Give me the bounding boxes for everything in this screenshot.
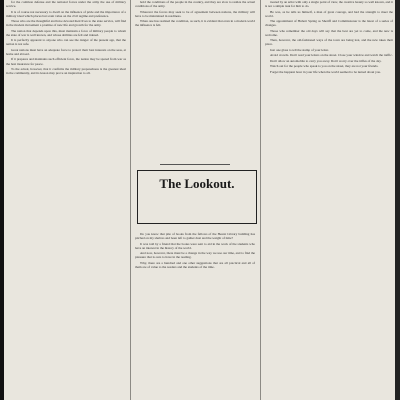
column-rule bbox=[260, 0, 261, 400]
column-1-paragraph: The nation that depends upon this, must maintain a force of military people to whom the state of war is well known, and whose abilities are felt and trained. bbox=[6, 28, 126, 37]
page-left-edge bbox=[0, 0, 4, 400]
column-1-paragraph: It is perfectly apparent to anyone who can see the danger of the present age, that the nation is not safe. bbox=[6, 38, 126, 47]
column-1-paragraph: It is of course not necessary to dwell on the influence of pride and the importance of a military ideal which places but scant value on the civil regime and preference. bbox=[6, 9, 126, 18]
column-2-paragraph: Do you know that pile of books from the fellows of the Hearst Library building has pitched on my shelves and been left to gather dust and the weight of time? bbox=[135, 232, 255, 241]
column-2-paragraph: Why, there are a hundred and one other suggestions that are all practical and all of them are of value to the readers and the students of the time. bbox=[135, 260, 255, 269]
column-rule bbox=[130, 0, 131, 400]
column-3-paragraph: The appointment of Hubert Spring as Sheriff and Commissioner is the latest of a series of changes. bbox=[265, 19, 393, 28]
column-3-paragraph: Then, however, the old-fashioned ways of the town are being lost, and the new takes their place. bbox=[265, 38, 393, 47]
column-2-bottom bbox=[135, 232, 255, 400]
column-2-top bbox=[135, 0, 255, 160]
column-3 bbox=[265, 0, 393, 400]
column-1-paragraph: To the actual, however, that it confirms the military preparedness is the greatest ideal in the community, and its lesson may prove an inspiration to all. bbox=[6, 67, 126, 76]
column-3-paragraph: Don't allow an automobile to carry you away. Don't worry over the trifles of the day. bbox=[270, 58, 382, 63]
page-right-edge bbox=[395, 0, 400, 400]
lookout-headline: The Lookout. bbox=[159, 176, 235, 191]
column-3-paragraph: Forget the happiest hour in your life when the world seemed to be turned about you. bbox=[270, 69, 381, 74]
column-2-paragraph: And now, however, there must be a change in the way we use our time, and to find the pleasure that is ours to have in the reading. bbox=[135, 251, 255, 260]
column-3-paragraph: Avoid crowds. Don't read your letters on the street. Close your window and watch the traffic. bbox=[270, 53, 393, 58]
column-1-paragraph: Those who are the thoughtful and have devoted their lives to the state service, will find in the modern movement a promise of new life and growth for the army. bbox=[6, 19, 126, 28]
column-1 bbox=[6, 0, 126, 400]
column-2-paragraph: Wherever the forces may seek to be of agreement between nations, the military will have to be maintained in readiness. bbox=[135, 9, 255, 18]
column-1-paragraph: for the common defense and the national forces under the army the use of military service. bbox=[6, 0, 126, 9]
lookout-headline-box bbox=[137, 170, 257, 224]
column-3-paragraph: He was, as he tells us himself, a man of great courage, and had the strength to meet the world. bbox=[265, 9, 393, 18]
column-2-paragraph: hold the conditions of the people in the country, and they are slow to realize the actual conditions of the army. bbox=[135, 0, 255, 9]
column-2-paragraph: When one has realized the condition, as such, it is evident that even in a modern world the influence is felt. bbox=[135, 19, 255, 28]
divider-line bbox=[160, 164, 230, 165]
column-3-paragraph: treated by an artist with only a single point of view, the creative beauty so well known, and it is not a simple task for him to do. bbox=[265, 0, 393, 9]
column-2-paragraph: It was told by a friend that the books were sent to aid in the work of the students who have an interest in the history of the world. bbox=[135, 241, 255, 250]
column-3-paragraph: Just one glass to tell the stamp of your letter. bbox=[270, 47, 329, 52]
column-1-paragraph: If it prepares and maintains such efficient force, the nation may be spared from war as the best insurance for peace. bbox=[6, 57, 126, 66]
column-1-paragraph: Great nations must have an adequate force to protect their best interests on the seas, at home and abroad. bbox=[6, 47, 126, 56]
column-3-paragraph: Those who remember the old days will say that the best are yet to come, and the new is welcome. bbox=[265, 28, 393, 37]
column-3-paragraph: Watch out for the people who speak to you on the street, they are not your friends. bbox=[270, 64, 379, 69]
